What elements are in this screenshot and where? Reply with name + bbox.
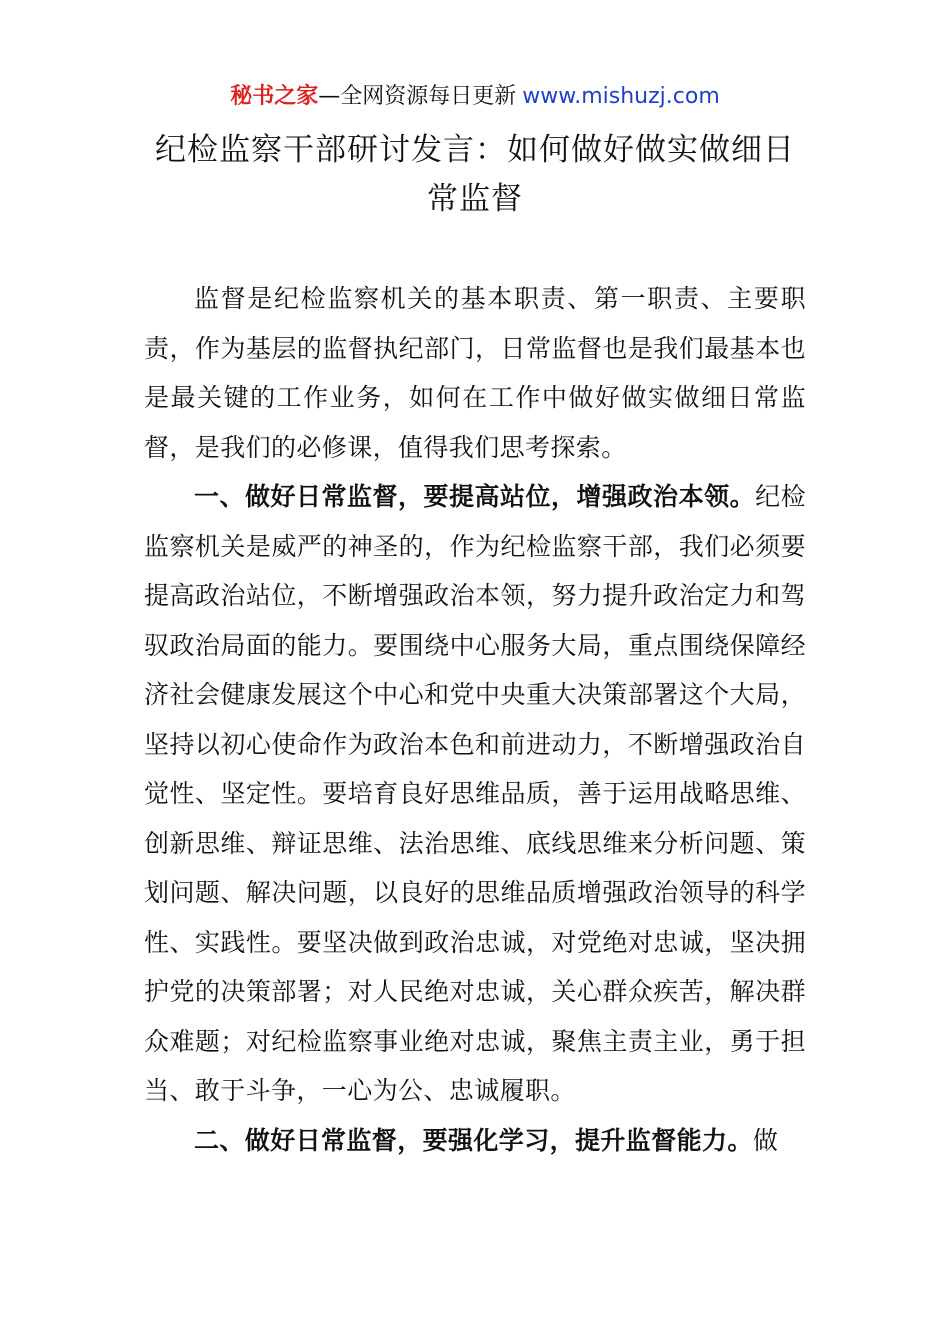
section-heading: 一、做好日常监督，要提高站位，增强政治本领。 (194, 482, 756, 511)
document-body (144, 274, 806, 1165)
site-header (0, 82, 950, 112)
paragraph-section-two (144, 1116, 806, 1166)
paragraph-text: 监督是纪检监察机关的基本职责、第一职责、主要职责，作为基层的监督执纪部门，日常监督也是我们最基本也是最关键的工作业务，如何在工作中做好做实做细日常监督，是我们的必修课，值得我们思考探索。 (144, 284, 806, 462)
document-title: 纪检监察干部研讨发言：如何做好做实做细日常监督 (155, 132, 795, 217)
header-tagline: —全网资源每日更新 (318, 84, 517, 109)
paragraph-text: 纪检监察机关是威严的神圣的，作为纪检监察干部，我们必须要提高政治站位，不断增强政治本领，努力提升政治定力和驾驭政治局面的能力。要围绕中心服务大局，重点围绕保障经济社会健康发展这个中心和党中央重大决策部署这个大局，坚持以初心使命作为政治本色和前进动力，不断增强政治自觉性、坚定性。要培育良好思维品质，善于运用战略思维、创新思维、辩证思维、法治思维、底线思维来分析问题、策划问题、解决问题，以良好的思维品质增强政治领导的科学性、实践性。要坚决做到政治忠诚，对党绝对忠诚，坚决拥护党的决策部署；对人民绝对忠诚，关心群众疾苦，解决群众难题；对纪检监察事业绝对忠诚，聚焦主责主业，勇于担当、敢于斗争，一心为公、忠诚履职。 (144, 482, 806, 1105)
site-url-link[interactable]: www.mishuzj.com (522, 84, 720, 109)
paragraph-intro (144, 274, 806, 472)
paragraph-section-one (144, 472, 806, 1116)
section-heading: 二、做好日常监督，要强化学习，提升监督能力。 (194, 1125, 753, 1155)
brand-name: 秘书之家 (230, 84, 319, 109)
paragraph-text: 做 (752, 1125, 779, 1155)
